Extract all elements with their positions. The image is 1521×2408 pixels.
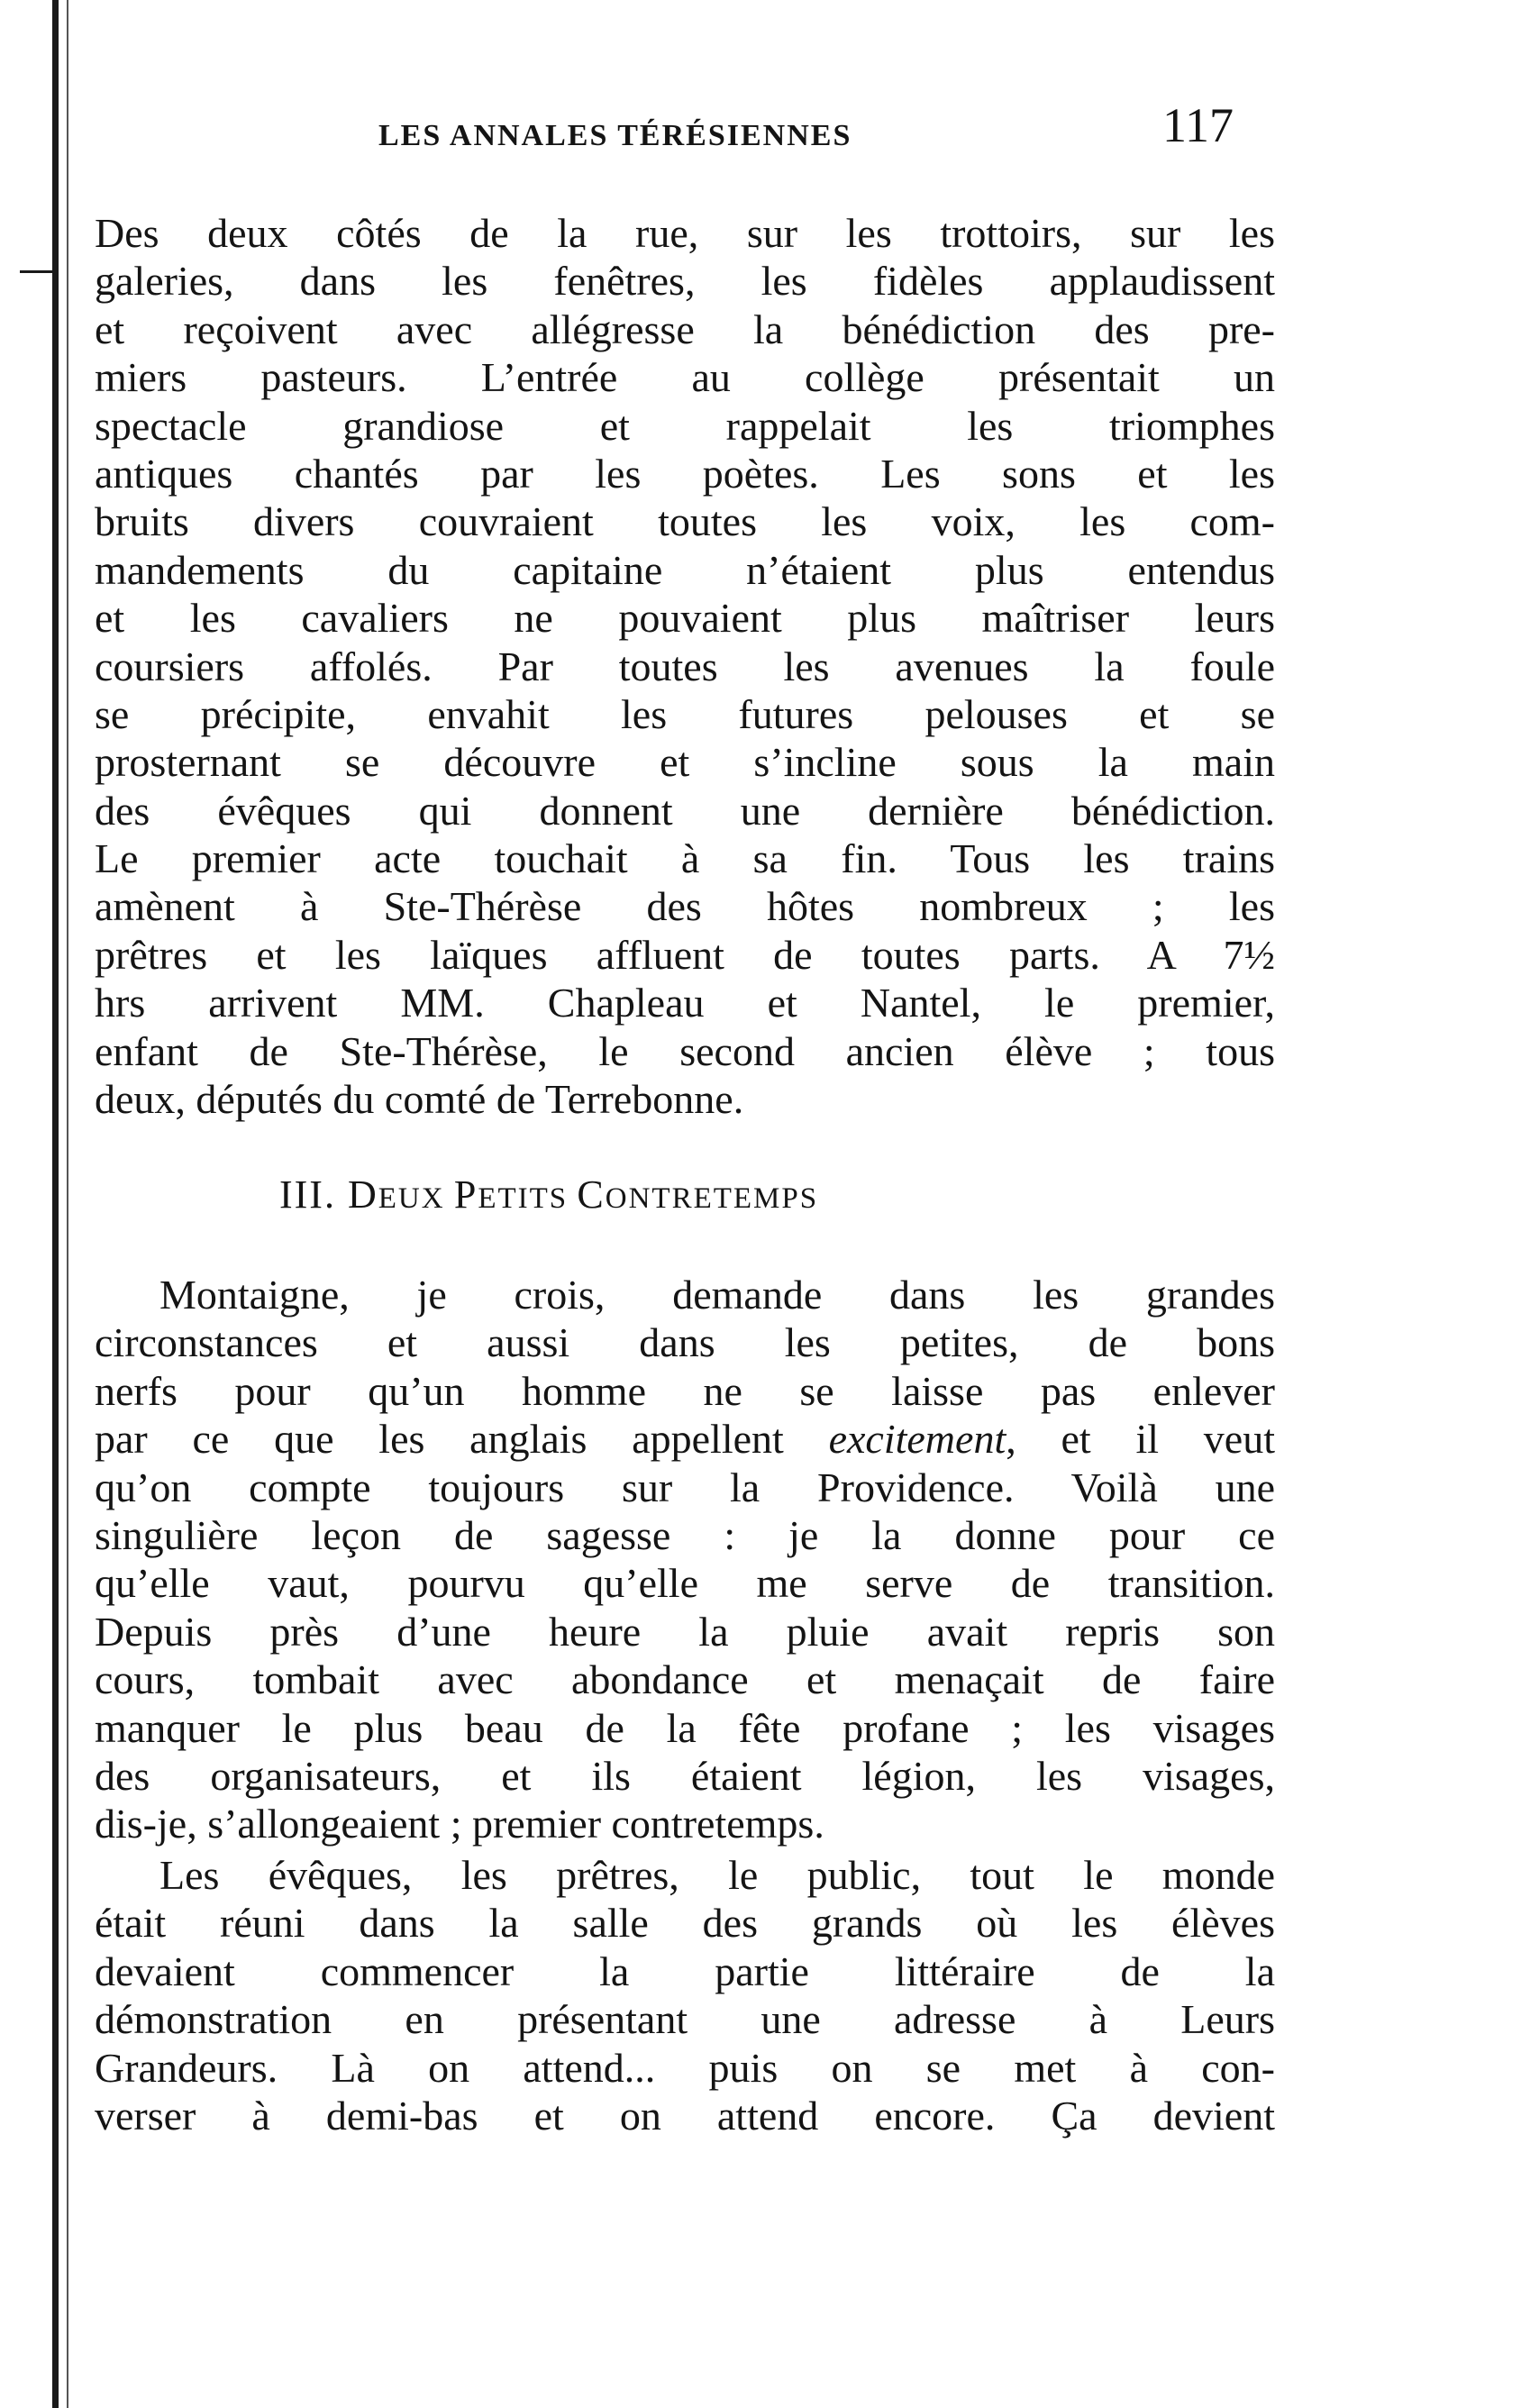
text-line: et reçoivent avec allégresse la bénédiction des pre- xyxy=(95,306,1275,352)
text-segment: , et il veut xyxy=(1006,1416,1275,1463)
text-segment: par ce que les anglais appellent xyxy=(95,1416,829,1463)
text-line: hrs arrivent MM. Chapleau et Nantel, le premier, xyxy=(95,980,1275,1026)
section-numeral: III. xyxy=(279,1172,336,1217)
text-line: singulière leçon de sagesse : je la donne pour ce xyxy=(95,1511,1275,1558)
text-line: enfant de Ste-Thérèse, le second ancien élève ; tous xyxy=(95,1027,1275,1074)
italic-word: excitement xyxy=(828,1416,1006,1463)
text-line: bruits divers couvraient toutes les voix, les com- xyxy=(95,498,1275,545)
paragraph-2 xyxy=(95,1271,1275,1848)
binding-bracket-mark xyxy=(20,270,56,273)
text-line: Le premier acte touchait à sa fin. Tous les trains xyxy=(95,835,1275,882)
text-line: nerfs pour qu’un homme ne se laisse pas enlever xyxy=(95,1367,1275,1414)
page-binding-shadow xyxy=(67,0,68,2408)
text-line: manquer le plus beau de la fête profane ; les visages xyxy=(95,1704,1275,1751)
text-line-with-italic xyxy=(95,1415,1275,1463)
running-title: LES ANNALES TÉRÉSIENNES xyxy=(378,119,852,152)
paragraph-3 xyxy=(95,1851,1275,2139)
text-line: Les évêques, les prêtres, le public, tout le monde xyxy=(159,1852,1275,1898)
text-line: était réuni dans la salle des grands où les élèves xyxy=(95,1900,1275,1947)
text-line: des évêques qui donnent une dernière bénédiction. xyxy=(95,787,1275,834)
text-line: cours, tombait avec abondance et menaçait de faire xyxy=(95,1656,1275,1703)
text-line: amènent à Ste-Thérèse des hôtes nombreux ; les xyxy=(95,883,1275,930)
text-line: se précipite, envahit les futures pelouses et se xyxy=(95,690,1275,737)
text-line: qu’elle vaut, pourvu qu’elle me serve de transition. xyxy=(95,1560,1275,1607)
text-line: prêtres et les laïques affluent de toutes parts. A 7½ xyxy=(95,931,1275,978)
text-line: devaient commencer la partie littéraire de la xyxy=(95,1947,1275,1994)
text-line: Montaigne, je crois, demande dans les grandes xyxy=(159,1272,1275,1318)
text-line: qu’on compte toujours sur la Providence. Voilà une xyxy=(95,1464,1275,1510)
section-heading xyxy=(279,1172,818,1218)
text-line: mandements du capitaine n’étaient plus entendus xyxy=(95,546,1275,593)
text-line: démonstration en présentant une adresse à Leurs xyxy=(95,1996,1275,2043)
paragraph-1 xyxy=(95,209,1275,1123)
text-line: dis-je, s’allongeaient ; premier contretemps. xyxy=(95,1801,824,1847)
page-number: 117 xyxy=(1162,98,1234,152)
section-title: DEUX PETITS CONTRETEMPS xyxy=(347,1172,819,1217)
text-line: antiques chantés par les poètes. Les sons et les xyxy=(95,450,1275,497)
text-line: galeries, dans les fenêtres, les fidèles applaudissent xyxy=(95,258,1275,305)
page-binding-edge xyxy=(52,0,59,2408)
text-line: des organisateurs, et ils étaient légion, les visages, xyxy=(95,1752,1275,1799)
text-line: verser à demi-bas et on attend encore. Ça devient xyxy=(95,2092,1275,2139)
text-line: Depuis près d’une heure la pluie avait repris son xyxy=(95,1608,1275,1655)
text-line: spectacle grandiose et rappelait les triomphes xyxy=(95,402,1275,449)
text-line: deux, députés du comté de Terrebonne. xyxy=(95,1076,744,1123)
text-line: prosternant se découvre et s’incline sous la main xyxy=(95,739,1275,786)
text-line: Grandeurs. Là on attend... puis on se met à con- xyxy=(95,2044,1275,2091)
text-line: miers pasteurs. L’entrée au collège présentait un xyxy=(95,354,1275,401)
text-line: coursiers affolés. Par toutes les avenues la foule xyxy=(95,643,1275,689)
text-line: Des deux côtés de la rue, sur les trottoirs, sur les xyxy=(95,210,1275,256)
text-line: circonstances et aussi dans les petites, de bons xyxy=(95,1319,1275,1366)
text-line: et les cavaliers ne pouvaient plus maîtriser leurs xyxy=(95,595,1275,642)
